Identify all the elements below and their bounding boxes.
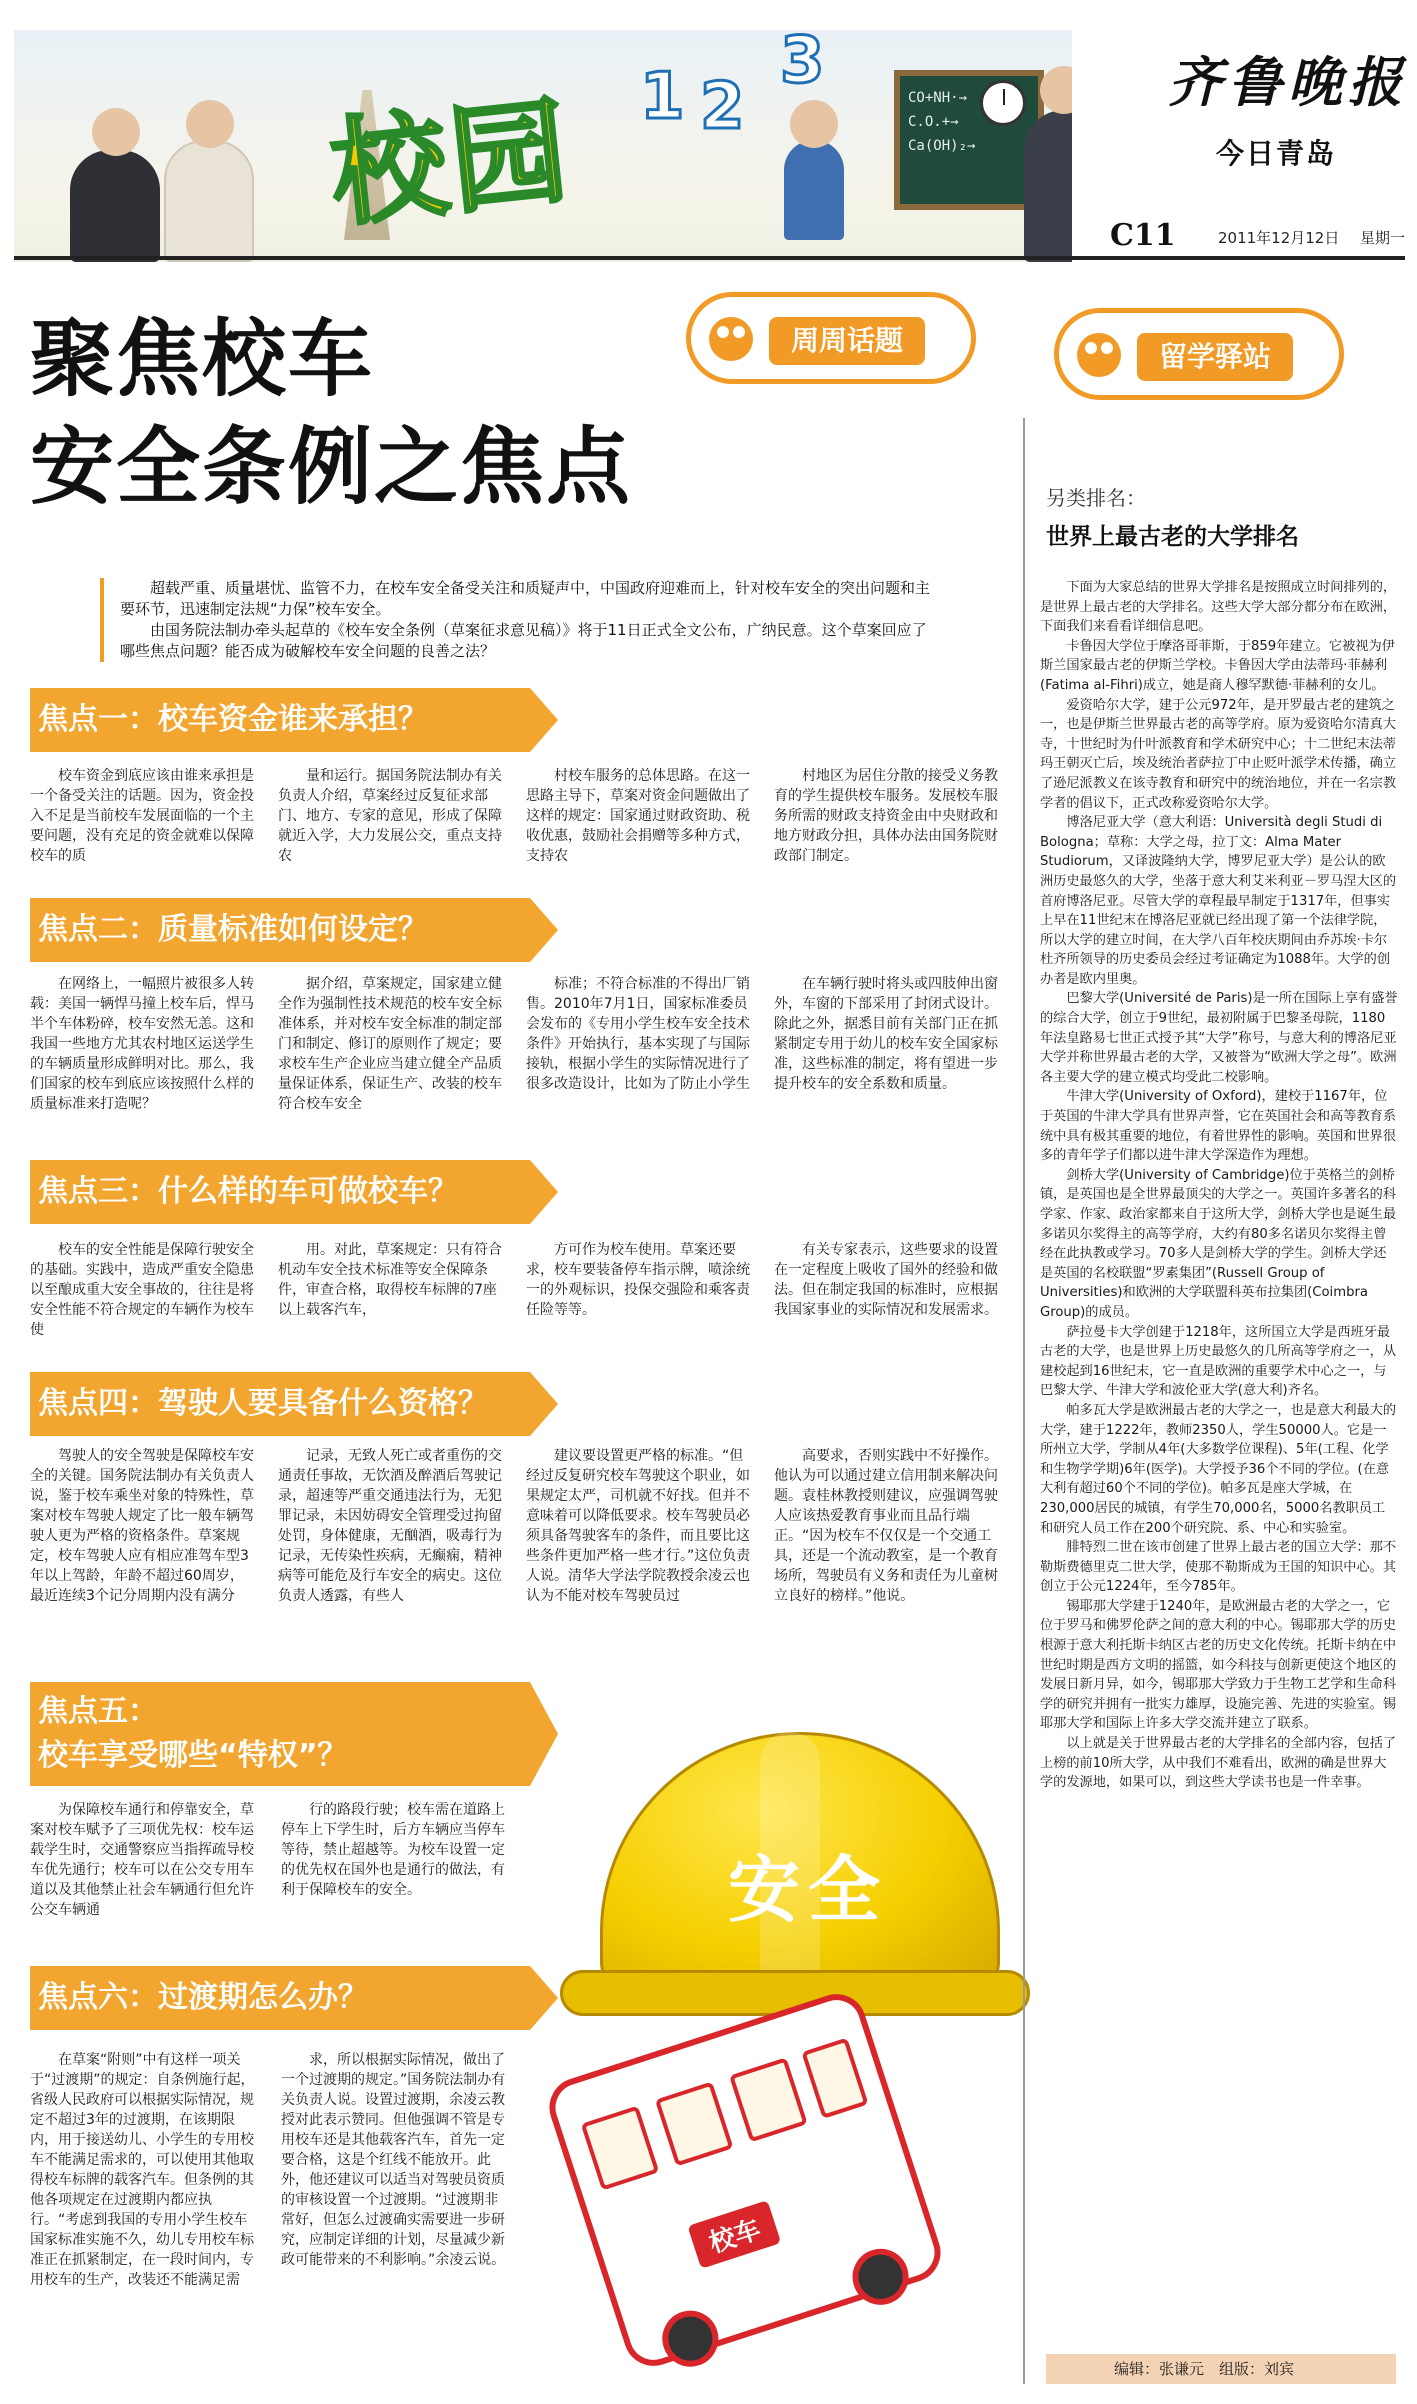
text-column — [30, 2050, 259, 2390]
focus-heading: 焦点二：质量标准如何设定？ — [30, 898, 530, 962]
body-text: 在网络上，一幅照片被很多人转载：美国一辆悍马撞上校车后，悍马半个车体粉碎，校车安然无恙。这和我国一些地方尤其农村地区运送学生的车辆质量形成鲜明对比。那么，我们国家的校车到底应该按照什么样的质量标准来打造呢？ — [30, 976, 254, 1112]
lead-text: 由国务院法制办牵头起草的《校车安全条例（草案征求意见稿）》将于11日正式全文公布，广纳民意。这个草案回应了哪些焦点问题？能否成为破解校车安全问题的良善之法？ — [120, 621, 927, 660]
editor-credit: 编辑：张谦元 组版：刘宾 — [1046, 2354, 1396, 2384]
body-text: 村地区为居住分散的接受义务教育的学生提供校车服务。发展校车服务所需的财政支持资金由中央财政和地方财政分担，具体办法由国务院财政部门制定。 — [774, 768, 998, 864]
student-head-image — [92, 108, 140, 156]
school-bus-illustration — [542, 1986, 949, 2373]
bus-window — [655, 2081, 734, 2166]
bus-label: 校车 — [687, 2200, 781, 2269]
focus-heading: 焦点三：什么样的车可做校车？ — [30, 1160, 530, 1224]
focus-heading-line: 校车享受哪些“特权”？ — [38, 1738, 348, 1773]
body-text: 校车的安全性能是保障行驶安全的基础。实践中，造成严重安全隐患以至酿成重大安全事故的，往往是将安全性能不符合规定的车辆作为校车使 — [30, 1242, 254, 1338]
page-number: C11 — [1110, 218, 1176, 253]
text-column — [526, 1240, 752, 1366]
body-text: 为保障校车通行和停靠安全，草案对校车赋予了三项优先权：校车运载学生时，交通警察应当指挥疏导校车优先通行；校车可以在公交专用车道以及其他禁止社会车辆通行但允许公交车辆通 — [30, 1802, 254, 1918]
text-column — [30, 974, 256, 1160]
text-column — [30, 1446, 256, 1666]
focus-heading-line: 焦点五： — [38, 1694, 158, 1729]
body-text: 驾驶人的安全驾驶是保障校车安全的关键。国务院法制办有关负责人说，鉴于校车乘坐对象的特殊性，草案对校车驾驶人规定了比一般车辆驾驶人更为严格的资格条件。草案规定，校车驾驶人应有相应准驾车型3年以上驾龄，年龄不超过60周岁，最近连续3个记分周期内没有满分 — [30, 1448, 254, 1604]
column-divider — [1023, 418, 1025, 2384]
bus-wheel — [655, 2303, 726, 2374]
text-column — [774, 1240, 1000, 1366]
teacher-head-image — [1040, 66, 1072, 114]
topic-badge — [686, 292, 976, 384]
student-photographer-image — [70, 150, 160, 262]
text-column — [30, 766, 256, 874]
campus-title: 校园 — [324, 83, 578, 244]
focus-heading: 焦点四：驾驶人要具备什么资格？ — [30, 1372, 530, 1436]
board-line: C.O.+→ — [908, 114, 959, 130]
helmet-text: 安全 — [728, 1848, 889, 1932]
number-three: 3 — [780, 24, 825, 98]
text-column — [278, 1446, 504, 1666]
text-column — [278, 1240, 504, 1366]
headline — [30, 305, 632, 521]
bus-wheel — [845, 2242, 916, 2313]
body-text: 有关专家表示，这些要求的设置在一定程度上吸收了国外的经验和做法。但在制定我国的标准时，应根据我国家事业的实际情况和发展需求。 — [774, 1242, 998, 1318]
side-paragraph: 爱资哈尔大学，建于公元972年，是开罗最古老的建筑之一，也是伊斯兰世界最古老的高等学府。原为爱资哈尔清真大寺，十世纪时为什叶派教育和学术研究中心；十二世纪末法蒂玛王朝灭亡后，埃及统治者萨拉丁中止贬叶派学术传播，确立了逊尼派教义在该寺教育和研究中的统治地位，并在一名宗教学者的倡议下，正式改称爱资哈尔大学。 — [1040, 697, 1397, 811]
side-paragraph: 卡鲁因大学位于摩洛哥菲斯，于859年建立。它被视为伊斯兰国家最古老的伊斯兰学校。卡鲁因大学由法蒂玛·菲赫利(Fatima al-Fihri)成立，她是商人穆罕默德·菲赫利的女儿。 — [1040, 638, 1395, 693]
lead-text: 超载严重、质量堪忧、监管不力，在校车安全备受关注和质疑声中，中国政府迎难而上，针对校车安全的突出问题和主要环节，迅速制定法规“力保”校车安全。 — [120, 579, 931, 618]
side-paragraph: 腓特烈二世在该市创建了世界上最古老的国立大学：那不勒斯费德里克二世大学，使那不勒斯成为王国的知识中心。其创立于公元1224年，至今785年。 — [1040, 1540, 1397, 1595]
masthead-divider — [14, 256, 1405, 260]
student-binoculars-image — [164, 140, 254, 262]
side-paragraph: 牛津大学(University of Oxford)，建校于1167年，位于英国的牛津大学具有世界声誉，它在英国社会和高等教育系统中具有极其重要的地位，有着世界性的影响。英国和世界很多的青年学子们都以进牛津大学深造作为理想。 — [1040, 1089, 1397, 1164]
body-text: 方可作为校车使用。草案还要求，校车要装备停车指示牌，喷涂统一的外观标识，投保交强险和乘客责任险等等。 — [526, 1242, 750, 1318]
body-text: 校车资金到底应该由谁来承担是一个备受关注的话题。因为，资金投入不足是当前校车发展面临的一个主要问题，没有充足的资金就难以保障校车的质 — [30, 768, 254, 864]
number-two: 2 — [700, 70, 745, 144]
newspaper-logo: 齐鲁晚报 — [1168, 50, 1408, 114]
bus-window — [801, 2038, 868, 2119]
student-head-image — [186, 100, 234, 148]
text-column — [774, 974, 1000, 1160]
side-paragraph: 以上就是关于世界最古老的大学排名的全部内容，包括了上榜的前10所大学，从中我们不难看出，欧洲的确是世界大学的发源地，如果可以，到这些大学读书也是一件幸事。 — [1040, 1736, 1397, 1791]
side-paragraph: 剑桥大学(University of Cambridge)位于英格兰的剑桥镇，是英国也是全世界最顶尖的大学之一。英国许多著名的科学家、作家、政治家都来自于这所大学，剑桥大学也是诞生最多诺贝尔奖得主的高等学府，大约有80多名诺贝尔奖得主曾经在此执教或学习。70多人是剑桥大学的学生。剑桥大学还是英国的名校联盟“罗素集团”(Russell Group of Universities)和欧洲的大学联盟科英布拉集团(Coimbra Group)的成员。 — [1040, 1167, 1397, 1320]
side-title: 世界上最古老的大学排名 — [1046, 524, 1299, 550]
body-text: 据介绍，草案规定，国家建立健全作为强制性技术规范的校车安全标准体系，并对校车安全标准的制定部门和制定、修订的原则作了规定；要求校车生产企业应当建立健全产品质量保证体系，保证生产、改装的校车符合校车安全 — [278, 976, 502, 1112]
body-text: 记录，无致人死亡或者重伤的交通责任事故，无饮酒及醉酒后驾驶记录，超速等严重交通违法行为，无犯罪记录，未因妨碍安全管理受过拘留处罚，身体健康，无酗酒，吸毒行为记录，无传染性疾病，无癫痫，精神病等可能危及行车安全的病史。这位负责人透露，有些人 — [278, 1448, 502, 1604]
text-column — [278, 766, 504, 874]
body-text: 用。对此，草案规定：只有符合机动车安全技术标准等安全保障条件，审查合格，取得校车标牌的7座以上载客汽车， — [278, 1242, 502, 1318]
student-head-image — [790, 100, 838, 148]
teacher-image — [1024, 110, 1072, 262]
bus-window — [729, 2057, 808, 2142]
side-paragraph: 帕多瓦大学是欧洲最古老的大学之一，也是意大利最大的大学，建于1222年，教师2350人，学生50000人。它是一所州立大学，学制从4年(大多数学位课程)、5年(工程、化学和生物学学期)6年(医学)。大学授予36个不同的学位。(在意大利有超过60个不同的学位)。帕多瓦是座大学城，在230,000居民的城镇，有学生70,000名，5000名教职员工和研究人员工作在200个研究院、系、中心和实验室。 — [1040, 1402, 1397, 1536]
text-column — [281, 1800, 510, 1960]
body-text: 建议要设置更严格的标准。“但经过反复研究校车驾驶这个职业，如果规定太严，司机就不好找。但并不意味着可以降低要求。校车驾驶员必须具备驾驶客车的条件，而且要比这些条件更加严格一些才行。”这位负责人说。清华大学法学院教授余凌云也认为不能对校车驾驶员过 — [526, 1448, 751, 1604]
body-text: 在草案“附则”中有这样一项关于“过渡期”的规定：自条例施行起，省级人民政府可以根据实际情况，规定不超过3年的过渡期，在该期限内，用于接送幼儿、小学生的专用校车不能满足需求的，可以使用其他取得校车标牌的载客汽车。但条例的其他各项规定在过渡期内都应执行。“考虑到我国的专用小学生校车国家标准实施不久，幼儿专用校车标准正在抓紧制定，在一段时间内，专用校车的生产，改装还不能满足需 — [30, 2052, 255, 2288]
lead-paragraph — [100, 578, 940, 662]
focus-heading: 焦点一：校车资金谁来承担？ — [30, 688, 530, 752]
issue-date: 2011年12月12日 — [1218, 229, 1340, 247]
issue-weekday: 星期一 — [1360, 229, 1406, 247]
side-paragraph: 巴黎大学(Université de Paris)是一所在国际上享有盛誉的综合大学，创立于9世纪，最初附属于巴黎圣母院，1180年法皇路易七世正式授予其“大学”称号，与意大利的博洛尼亚大学并称世界最古老的大学，又被誉为“欧洲大学之母”。欧洲各主要大学的建立模式均受此二校影响。 — [1040, 991, 1398, 1085]
text-column — [526, 974, 752, 1160]
side-paragraph: 萨拉曼卡大学创建于1218年，这所国立大学是西班牙最古老的大学，也是世界上历史最悠久的几所高等学府之一，从建校起到16世纪末，它一直是欧洲的重要学术中心之一，与巴黎大学、牛津大学和波伦亚大学(意大利)齐名。 — [1040, 1324, 1397, 1399]
headline-line: 安全条例之焦点 — [30, 418, 633, 516]
masthead — [0, 0, 1417, 262]
study-badge — [1054, 308, 1344, 400]
focus-heading — [30, 1682, 530, 1786]
focus-heading: 焦点六：过渡期怎么办？ — [30, 1966, 530, 2030]
body-text: 标准；不符合标准的不得出厂销售。2010年7月1日，国家标准委员会发布的《专用小学生校车安全技术条件》开始执行，基本实现了与国际接轨，根据小学生的实际情况进行了很多改造设计，比如为了防止小学生 — [526, 976, 750, 1092]
headline-line: 聚焦校车 — [30, 310, 375, 408]
text-column — [774, 766, 1000, 874]
safety-helmet-illustration — [560, 1712, 1020, 2022]
number-one: 1 — [640, 60, 685, 134]
body-text: 在车辆行驶时将头或四肢伸出窗外，车窗的下部采用了封闭式设计。除此之外，据悉目前有关部门正在抓紧制定专用于幼儿的校车安全国家标准，这些标准的制定，将有望进一步提升校车的安全系数和质量。 — [774, 976, 998, 1092]
focus-body — [30, 1446, 1000, 1666]
text-column — [526, 1446, 752, 1666]
body-text: 求，所以根据实际情况，做出了一个过渡期的规定。”国务院法制办有关负责人说。设置过渡期，余凌云教授对此表示赞同。但他强调不管是专用校车还是其他载客汽车，首先一定要合格，这是个红线不能放开。此外，他还建议可以适当对驾驶员资质的审核设置一个过渡期。“过渡期非常好，但怎么过渡确实需要进一步研究，应制定详细的计划，尽量减少新政可能带来的不利影响。”余凌云说。 — [281, 2052, 506, 2268]
side-paragraph: 下面为大家总结的世界大学排名是按照成立时间排列的，是世界上最古老的大学排名。这些大学大部分都分布在欧洲，下面我们来看看详细信息吧。 — [1040, 580, 1397, 635]
body-text: 高要求，否则实践中不好操作。他认为可以通过建立信用制来解决问题。袁桂林教授则建议，应强调驾驶人应该热爱教育事业而且品行端正。“因为校车不仅仅是一个交通工具，还是一个流动教室，是一个教育场所，驾驶员有义务和责任为儿童树立良好的榜样。”他说。 — [774, 1448, 998, 1604]
text-column — [278, 974, 504, 1160]
student-sitting-image — [784, 140, 844, 240]
board-line: Ca(OH)₂→ — [908, 138, 976, 154]
text-column — [30, 1800, 259, 1960]
text-column — [30, 1240, 256, 1366]
text-column — [774, 1446, 1000, 1666]
side-paragraph: 博洛尼亚大学（意大利语：Università degli Studi di Bologna；草称：大学之母，拉丁文：Alma Mater Studiorum，又译波隆纳大学，博罗尼亚大学）是公认的欧洲历史最悠久的大学，坐落于意大利艾米利亚－罗马涅大区的首府博洛尼亚。尽管大学的章程最早制定于1317年，但事实上早在11世纪末在博洛尼亚就已经出现了第一个法律学院，所以大学的建立时间，在大学八百年校庆期间由乔苏埃·卡尔杜齐所领导的历史委员会经过考证确定为1088年。大学的创办者是欧内里奥。 — [1040, 815, 1397, 987]
board-line: CO+NH·→ — [908, 90, 968, 106]
body-text: 行的路段行驶；校车需在道路上停车上下学生时，后方车辆应当停车等待，禁止超越等。为校车设置一定的优先权在国外也是通行的做法，有利于保障校车的安全。 — [281, 1802, 505, 1898]
people-icon — [709, 317, 753, 361]
text-column — [526, 766, 752, 874]
body-text: 量和运行。据国务院法制办有关负责人介绍，草案经过反复征求部门、地方、专家的意见，形成了保障就近入学，大力发展公交，重点支持农 — [278, 768, 502, 864]
study-badge-label: 留学驿站 — [1137, 333, 1293, 381]
text-column — [281, 2050, 510, 2390]
topic-badge-label: 周周话题 — [769, 317, 925, 365]
side-kicker: 另类排名： — [1046, 486, 1146, 510]
focus-body — [30, 974, 1000, 1160]
focus-body — [30, 1800, 510, 1960]
body-text: 村校车服务的总体思路。在这一思路主导下，草案对资金问题做出了这样的规定：国家通过财政资助、税收优惠，鼓励社会捐赠等多种方式，支持农 — [526, 768, 750, 864]
side-article — [1040, 578, 1398, 1793]
edition-label: 今日青岛 — [1216, 137, 1337, 170]
people-icon — [1077, 333, 1121, 377]
focus-body — [30, 766, 1000, 874]
focus-body — [30, 1240, 1000, 1366]
bus-window — [581, 2106, 660, 2191]
focus-body — [30, 2050, 510, 2390]
clock-icon — [980, 80, 1026, 126]
side-paragraph: 锡耶那大学建于1240年，是欧洲最古老的大学之一，它位于罗马和佛罗伦萨之间的意大利的中心。锡耶那大学的历史根源于意大利托斯卡纳区古老的历史文化传统。托斯卡纳在中世纪时期是西方文明的摇篮，如今科技与创新更使这个地区的发展日新月异，如今，锡耶那大学致力于生物工艺学和生命科学的研究并拥有一批实力雄厚，设施完善、先进的实验室。锡耶那大学和国际上许多大学交流并建立了联系。 — [1040, 1598, 1397, 1732]
